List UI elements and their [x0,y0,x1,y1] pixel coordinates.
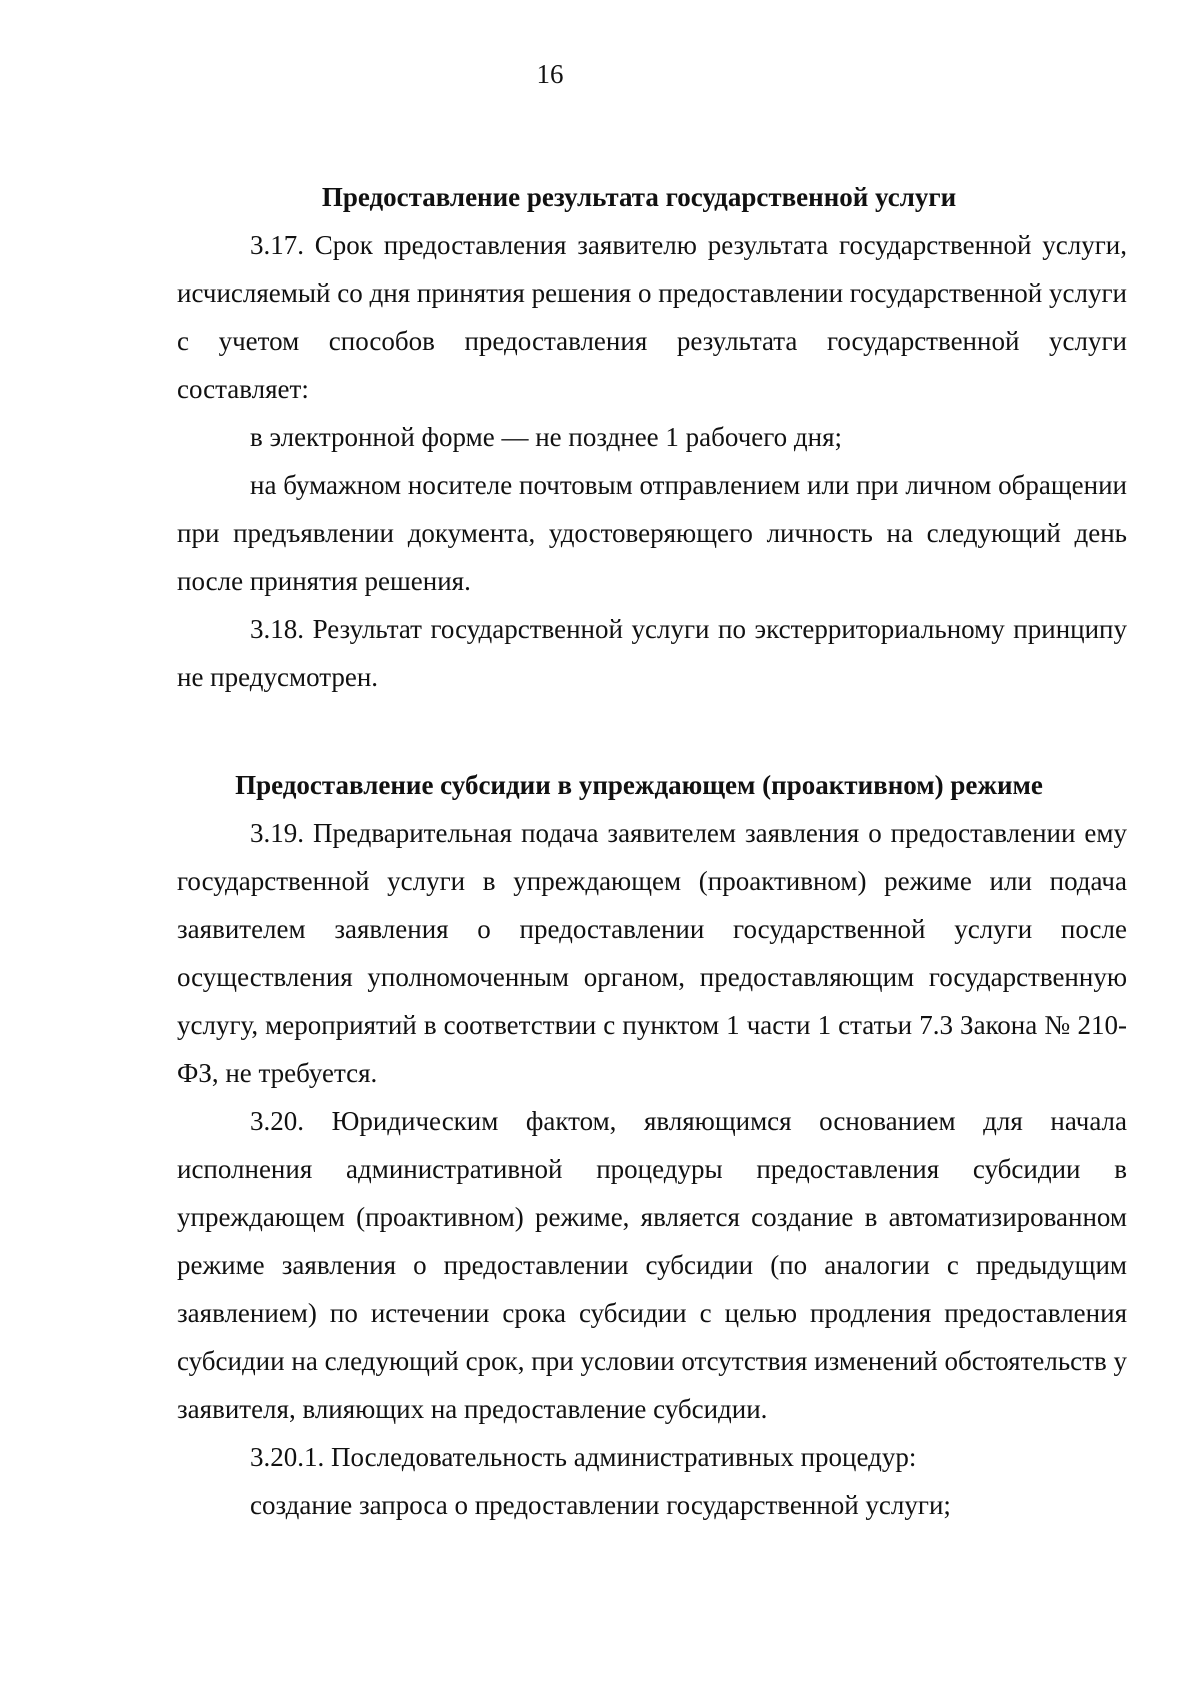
paragraph-3-18: 3.18. Результат государственной услуги по экстерриториальному принципу не предусмотрен. [177,614,1127,692]
section-heading-proactive: Предоставление субсидии в упреждающем (проактивном) режиме [235,770,1043,800]
section-spacer [177,701,1127,761]
paragraph-3-19: 3.19. Предварительная подача заявителем заявления о предоставлении ему государственной услуги в упреждающем (проактивном) режиме или подача заявителем заявления о предоставлении государственной услуги после осуществления уполномоченным органом, предоставляющим государственную услугу, мероприятий в соответствии с пунктом 1 части 1 статьи 7.3 Закона № 210-ФЗ, не требуется. [177,818,1127,1088]
paragraph-electronic-form: в электронной форме — не позднее 1 рабочего дня; [250,422,843,452]
document-body [177,173,1127,1529]
paragraph-3-17: 3.17. Срок предоставления заявителю результата государственной услуги, исчисляемый со дня принятия решения о предоставлении государственной услуги с учетом способов предоставления результата государственной услуги составляет: [177,230,1127,404]
paragraph-3-20: 3.20. Юридическим фактом, являющимся основанием для начала исполнения административной процедуры предоставления субсидии в упреждающем (проактивном) режиме, является создание в автоматизированном режиме заявления о предоставлении субсидии (по аналогии с предыдущим заявлением) по истечении срока субсидии с целью продления предоставления субсидии на следующий срок, при условии отсутствия изменений обстоятельств у заявителя, влияющих на предоставление субсидии. [177,1106,1127,1424]
paragraph-create-request: создание запроса о предоставлении государственной услуги; [250,1490,951,1520]
section-heading-result: Предоставление результата государственной услуги [321,182,957,212]
paragraph-3-20-1: 3.20.1. Последовательность административных процедур: [250,1442,917,1472]
page-number: 16 [536,59,564,89]
paragraph-paper-form: на бумажном носителе почтовым отправлением или при личном обращении при предъявлении документа, удостоверяющего личность на следующий день после принятия решения. [177,470,1127,596]
